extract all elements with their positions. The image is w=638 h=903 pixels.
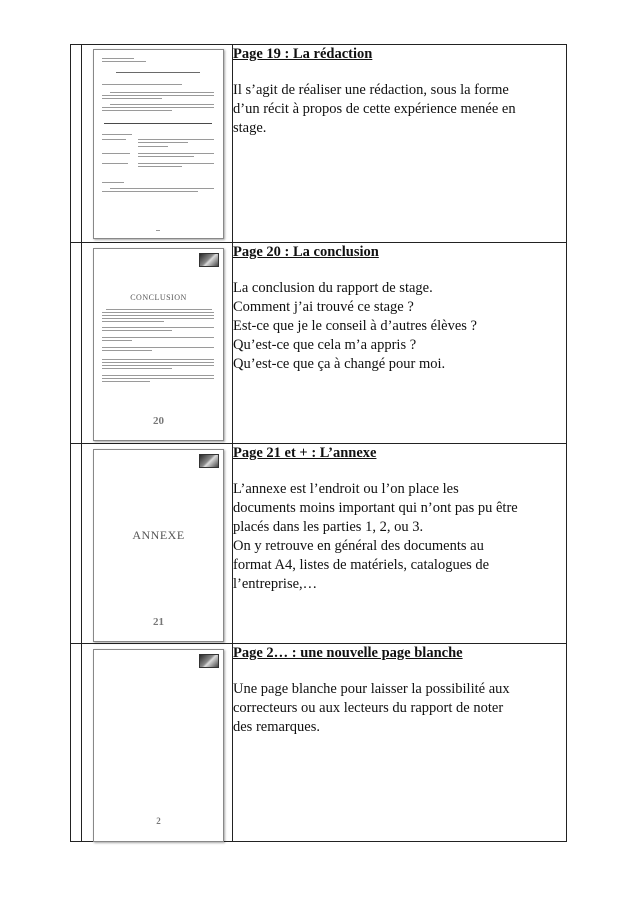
report-pages-table <box>70 44 567 842</box>
text-line: des remarques. <box>233 719 320 735</box>
redaction-page-thumbnail <box>93 49 224 239</box>
text-line: Est-ce que je le conseil à d’autres élèves ? <box>233 318 477 334</box>
thumbnail-page-number: 2 <box>156 816 161 826</box>
section-text <box>233 680 566 737</box>
table-row <box>71 45 567 243</box>
conclusion-page-thumbnail <box>93 248 224 441</box>
page-corner-image <box>199 253 219 267</box>
section-text <box>233 480 566 594</box>
page-corner-image <box>199 654 219 668</box>
description-cell <box>233 444 567 644</box>
table-row <box>71 444 567 644</box>
text-line: Une page blanche pour laisser la possibilité aux <box>233 681 510 697</box>
text-line: Il s’agit de réaliser une rédaction, sous la forme <box>233 82 509 98</box>
section-heading: Page 2… : une nouvelle page blanche <box>233 645 463 661</box>
text-line: L’annexe est l’endroit ou l’on place les <box>233 481 459 497</box>
annexe-page-thumbnail <box>93 449 224 642</box>
blank-cell <box>71 243 82 444</box>
section-heading: Page 20 : La conclusion <box>233 244 379 260</box>
text-line: Qu’est-ce que cela m’a appris ? <box>233 337 417 353</box>
section-text <box>233 81 566 138</box>
thumbnail-cell <box>82 45 233 243</box>
document-table-wrapper <box>70 44 567 842</box>
section-text <box>233 279 566 374</box>
table-row <box>71 243 567 444</box>
thumbnail-title: CONCLUSION <box>130 293 187 302</box>
blank-cell <box>71 444 82 644</box>
table-row <box>71 644 567 842</box>
thumbnail-page-number: 21 <box>153 616 164 628</box>
blank-page-thumbnail <box>93 649 224 842</box>
thumbnail-title: ANNEXE <box>132 528 185 542</box>
page-corner-image <box>199 454 219 468</box>
section-heading: Page 19 : La rédaction <box>233 46 373 62</box>
description-cell <box>233 644 567 842</box>
section-heading: Page 21 et + : L’annexe <box>233 445 377 461</box>
text-line: La conclusion du rapport de stage. <box>233 280 433 296</box>
text-line: format A4, listes de matériels, catalogues de <box>233 557 490 573</box>
thumbnail-page-number: 20 <box>153 415 164 427</box>
blank-cell <box>71 644 82 842</box>
text-line: correcteurs ou aux lecteurs du rapport de noter <box>233 700 504 716</box>
text-line: Comment j’ai trouvé ce stage ? <box>233 299 414 315</box>
blank-cell <box>71 45 82 243</box>
text-line: stage. <box>233 120 267 136</box>
text-line: On y retrouve en général des documents au <box>233 538 484 554</box>
thumbnail-cell <box>82 644 233 842</box>
text-line: placés dans les parties 1, 2, ou 3. <box>233 519 424 535</box>
text-line: Qu’est-ce que ça à changé pour moi. <box>233 356 446 372</box>
text-line: d’un récit à propos de cette expérience menée en <box>233 101 516 117</box>
description-cell <box>233 243 567 444</box>
thumbnail-cell <box>82 444 233 644</box>
thumbnail-cell <box>82 243 233 444</box>
description-cell <box>233 45 567 243</box>
text-line: l’entreprise,… <box>233 576 318 592</box>
text-line: documents moins important qui n’ont pas pu être <box>233 500 518 516</box>
